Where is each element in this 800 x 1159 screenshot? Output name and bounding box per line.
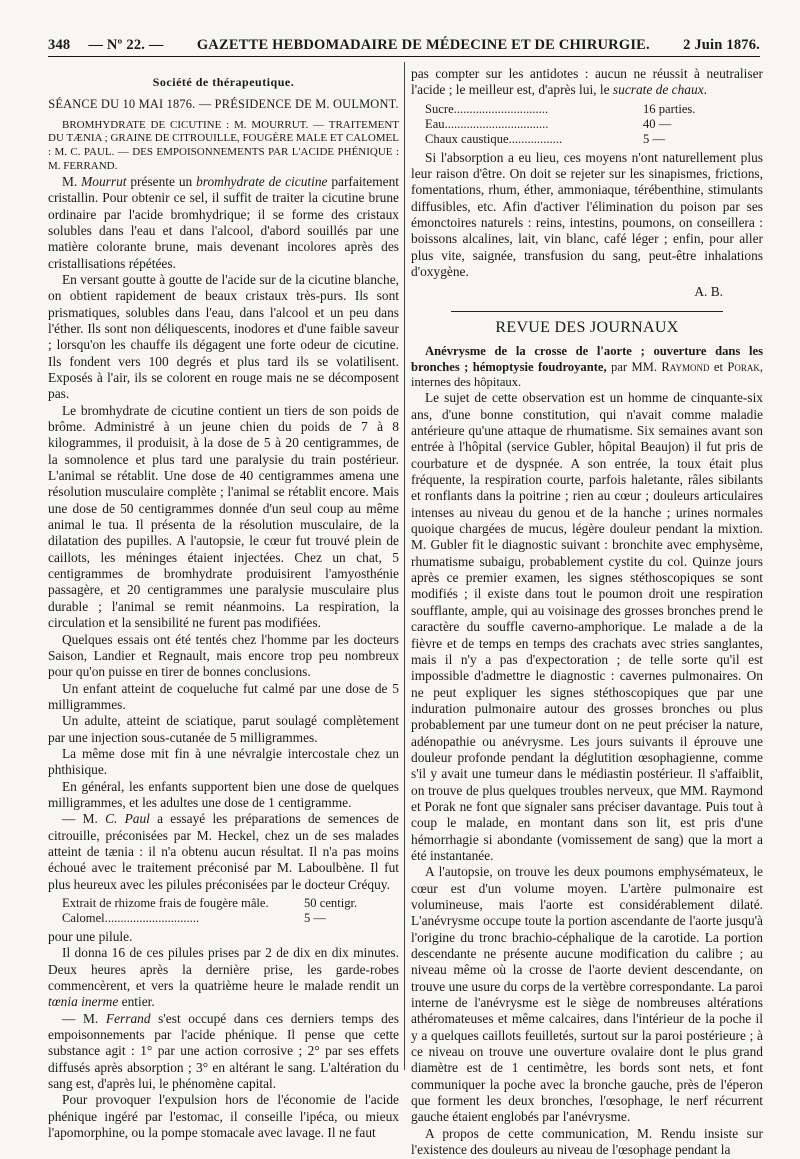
paragraph: Le sujet de cette observation est un homme de cinquante-six ans, d'une bonne constitution, qui n'avait comme maladie antérieure qu'une attaque de rhumatisme. Six semaines avant son entrée à l'hôpital (service Gubler, hôpital Beaujon) il fut pris de courbature et de dyspnée. A son entrée, la toux était plus fréquente, la respiration courte, parfois haletante, râles sibilants et ronflants dans la poitrine ; rien au cœur ; douleurs articulaires intenses au niveau du genou et de la hanche ; urines normales quoique chargées de mucus, légère douleur pendant la mixtion. M. Gubler fit le diagnostic suivant : bronchite avec emphysème, rhumatisme subaigu, probablement cystite du col. Quinze jours après ce premier examen, les signes stéthoscopiques se sont modifiés ; il existe dans tout le poumon droit une respiration soufflante, ample, qui au voisinage des grosses bronches prend le caractère du souffle caverno-amphorique. Le malade a de la fièvre et de temps en temps des crachats avec stries sanglantes, mais il n'y a pas d'expectoration ; de telle sorte qu'il est impossible d'admettre le diagnostic : cavernes pulmonaires. On ne peut expliquer les signes stéthoscopiques que par une induration pulmonaire autour des grosses bronches ou plus probablement par une tumeur dont on ne peut préciser la nature, adénopathie ou anévrysme. Les jours suivants il éprouve une douleur profonde pendant la déglutition œsophagienne, comme s'il y avait une tumeur dans le médiastin postérieur. Il s'affaiblit, on trouve de plus quelques troubles nerveux, que MM. Raymond et Porak ne font que signaler sans préciser davantage. Puis tout à coup le malade, en montant dans son lit, est pris d'une hémorrhagie si abondante (vomissement de sang) que la mort a été instantanée.: [411, 390, 763, 863]
formula-row: Extrait de rhizome frais de fougère mâle. 50 centigr.: [62, 896, 358, 910]
formula-row: Eau................................. 40 —: [425, 116, 672, 131]
formula-row: Calomel.............................. 5 —: [62, 911, 327, 925]
paragraph: pas compter sur les antidotes : aucun ne réussit à neutraliser l'acide ; le meilleur est, d'après lui, le sucrate de chaux.: [411, 66, 763, 98]
paragraph: — M. C. Paul a essayé les préparations de semences de citrouille, préconisées par M. Heckel, chez un de ses malades atteint de tænia : il n'a obtenu aucun résultat. Il n'a pas moins échoué avec le traitement préconisé par M. Laboulbène. Il fut plus heureux avec les pilules préconisées par le docteur Créquy.: [48, 811, 399, 892]
paragraph: En général, les enfants supportent bien une dose de quelques milligrammes, et les adultes une dose de 1 centigramme.: [48, 778, 399, 810]
issue-number: — Nº 22. —: [88, 37, 164, 53]
paragraph: Un adulte, atteint de sciatique, parut soulagé complètement par une injection sous-cutanée de 5 milligrammes.: [48, 713, 399, 745]
paragraph: pour une pilule.: [48, 929, 133, 944]
seance-heading: SÉANCE DU 10 MAI 1876. — PRÉSIDENCE DE M. OULMONT.: [48, 97, 399, 112]
paragraph: A l'autopsie, on trouve les deux poumons emphysémateux, le cœur est d'un volume moyen. L'artère pulmonaire est volumineuse, mais l'aorte est considérablement dilaté. L'anévrysme occupe toute la portion ascendante de l'aorte jusqu'à l'origine du tronc brachio-céphalique de la carotide. La portion descendante ne présente aucune modification du calibre ; au niveau même où la crosse de l'aorte devient descendante, on trouve une usure du corps de la vertèbre correspondante. La paroi interne de l'anévrysme est le siège de nombreuses altérations athéromateuses et même calcaires, dans l'intérieur de la poche il y a quelques caillots feuilletés, surtout sur la paroi postérieure ; à ce niveau on trouve une ouverture ovalaire dont le plus grand diamètre est de 1 centimètre, les bords sont nets, et font communiquer la poche avec la bronche gauche, près de l'éperon que forment les deux bronches, l'œsophage, le nerf récurrent gauche étaient englobés par l'anévrysme.: [411, 864, 763, 1125]
author-name: Mourrut: [81, 173, 127, 189]
left-column: [48, 66, 399, 1141]
right-column: [411, 66, 763, 1159]
section-rule: [451, 311, 723, 312]
running-header: [48, 28, 760, 54]
paragraph: Si l'absorption a eu lieu, ces moyens n'ont naturellement plus leur raison d'être. On doit se rejeter sur les sinapismes, frictions, fomentations, rhum, éther, ammoniaque, térébenthine, stimulants diffusibles, etc. Afin d'activer l'élimination du poison par ses émonctoires naturels : reins, intestins, poumons, on conseillera : boissons alcalines, lait, vin blanc, café léger ; enfin, pour aller plus vite, saignée, transfusion du sang, peut-être inhalations d'oxygène.: [411, 149, 763, 280]
paragraph: Pour provoquer l'expulsion hors de l'économie de l'acide phénique ingéré par l'estomac, il conseille l'ipéca, ou mieux l'apomorphine, ou la pompe stomacale avec lavage. Il ne faut: [48, 1092, 399, 1141]
antidote-formula: [425, 102, 763, 147]
page-number: 348: [48, 37, 71, 53]
revue-title: REVUE DES JOURNAUX: [495, 318, 679, 336]
paragraph: — M. Ferrand s'est occupé dans ces derniers temps des empoisonnements par l'acide phénique. Il pense que cette substance agit : 1° par une action corrosive ; 2° par ses effets diffusés après absorption ; 3° en altérant le sang. L'altération du sang est, d'après lui, le phénomène capital.: [48, 1010, 399, 1092]
formula-row: Sucre.............................. 16 parties.: [425, 101, 696, 116]
column-divider: [404, 62, 405, 1070]
paragraph: Le bromhydrate de cicutine contient un tiers de son poids de brôme. Administré à un jeune chien du poids de 7 à 8 kilogrammes, il produisit, à la dose de 5 à 20 centigrammes, de la somnolence et plus tard une paralysie du train postérieur. L'animal se rétablit. Une dose de 40 centigrammes amena une résolution musculaire complète ; l'animal se rétablit encore. Mais une dose de 50 centigrammes donnée d'un seul coup au même animal le tua. Il présenta de la résolution musculaire, de la dilatation des pupilles. A l'autopsie, le cœur fut trouvé plein de caillots, les méninges étaient injectées. Chez un chat, 5 centigrammes de bromhydrate produisirent l'amyosthénie passagère, et 20 centigrammes une paralysie musculaire plus durable ; l'animal se remit néanmoins. La respiration, la circulation et la sensibilité ne furent pas modifiées.: [48, 402, 399, 631]
journal-title: GAZETTE HEBDOMADAIRE DE MÉDECINE ET DE CHIRURGIE.: [196, 37, 650, 53]
header-rule: [48, 56, 760, 57]
paragraph: M. Mourrut présente un bromhydrate de cicutine parfaitement cristallin. Pour obtenir ce sel, il suffit de traiter la cicutine brune ordinaire par l'acide bromhydrique; il se forme des cristaux solubles dans l'eau et dans l'alcool, d'abord souillés par une matière colorante brune, mais devenant incolores après des cristallisations répétées.: [48, 173, 399, 271]
article-heading: Anévrysme de la crosse de l'aorte ; ouverture dans les bronches ; hémoptysie foudroyante, par MM. Raymond et Porak, internes des hôpitaux.: [411, 344, 763, 389]
author-name: Ferrand: [105, 1010, 151, 1026]
formula-row: Chaux caustique................. 5 —: [425, 131, 666, 146]
paragraph: Quelques essais ont été tentés chez l'homme par les docteurs Saison, Landier et Regnault, mais encore trop peu nombreux pour qu'on puisse en tirer de bonnes conclusions.: [48, 631, 399, 680]
paragraph: Un enfant atteint de coqueluche fut calmé par une dose de 5 milligrammes.: [48, 680, 399, 712]
author-name: C. Paul: [105, 811, 150, 827]
paragraph: En versant goutte à goutte de l'acide sur de la cicutine blanche, on obtient rapidement de beaux cristaux très-purs. Ils sont prismatiques, solubles dans l'eau, dans l'alcool et un peu dans l'éther. Ils sont non déliquescents, inodores et d'une faible saveur ; lorsqu'on les chauffe ils dégagent une forte odeur de cicutine. Ils fondent vers 100 degrés et plus tard ils se volatilisent. Exposés à l'air, ils se colorent en rouge mais ne se décomposent pas.: [48, 271, 399, 402]
agenda: BROMHYDRATE DE CICUTINE : M. MOURRUT. — TRAITEMENT DU TÆNIA ; GRAINE DE CITROUILLE, FOUGÈRE MALE ET CALOMEL : M. C. PAUL. — DES EMPOISONNEMENTS PAR L'ACIDE PHÉNIQUE : M. FERRAND.: [48, 118, 399, 173]
prescription-formula: [62, 896, 399, 926]
paragraph: A propos de cette communication, M. Rendu insiste sur l'existence des douleurs au niveau de l'œsophage pendant la: [411, 1125, 763, 1158]
section-title: Société de thérapeutique.: [152, 75, 295, 89]
paragraph: La même dose mit fin à une névralgie intercostale chez un phthisique.: [48, 745, 399, 778]
signature: A. B.: [694, 284, 723, 300]
issue-date: 2 Juin 1876.: [683, 37, 760, 53]
paragraph: Il donna 16 de ces pilules prises par 2 de dix en dix minutes. Deux heures après la dernière prise, les garde-robes commencèrent, et vers la quatrième heure le malade rendit un tœnia inerme entier.: [48, 945, 399, 1010]
